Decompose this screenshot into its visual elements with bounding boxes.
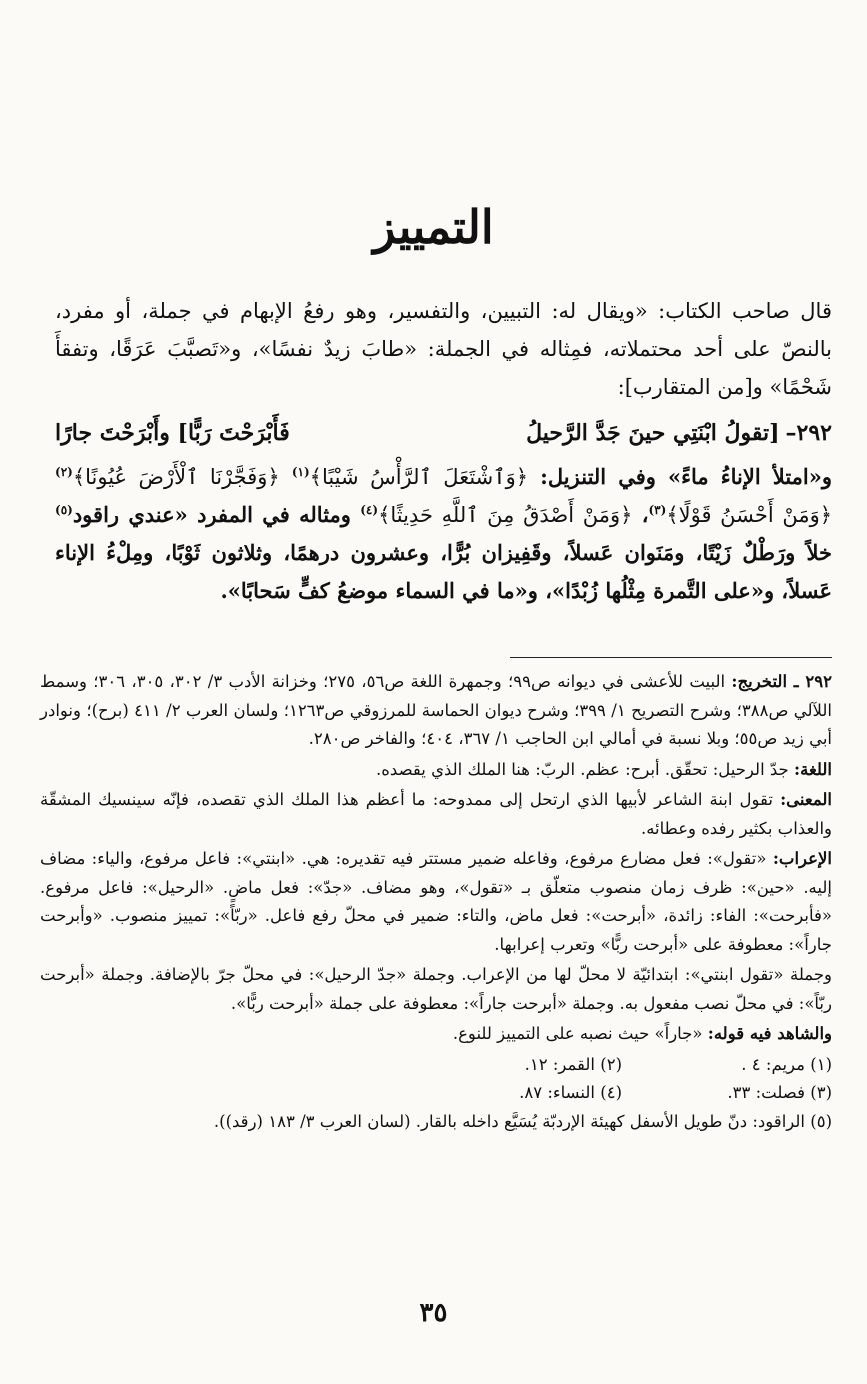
note-lugha: اللغة: جدّ الرحيل: تحقّق. أبرح: عظم. الربّ: هنا الملك الذي يقصده.	[376, 759, 832, 779]
footnote-ref: (٤)	[360, 503, 379, 517]
footnote-ref: (٥)	[55, 503, 73, 517]
page-number: ٣٥	[419, 1298, 448, 1328]
quran-quote: ﴿وَمَنْ أَصْدَقُ مِنَ ٱللَّهِ حَدِيثًا﴾	[378, 503, 633, 527]
note-mana: المعنى: تقول ابنة الشاعر لأبيها الذي ارتحل إلى ممدوحه: ما أعظم هذا الملك الذي تقصده، فإنّه سينسيك المشقّة والعذاب بكثير رفده وعطائه.	[40, 790, 832, 838]
intro-paragraph: قال صاحب الكتاب: «ويقال له: التبيين، والتفسير، وهو رفعُ الإبهام في جملة، أو مفرد، بالنصّ على أحد محتملاته، فمِثاله في الجملة: «طابَ زيدٌ نفسًا»، و«تَصبَّبَ عَرَقًا، وتفقأَ شَحْمًا» و[من المتقارب]:	[55, 299, 832, 399]
footnote-ref: (١)	[291, 465, 310, 479]
quran-quote: ﴿وَمَنْ أَحْسَنُ قَوْلًا﴾	[666, 503, 833, 527]
footnote-2: (٢) القمر: ١٢.	[524, 1054, 622, 1074]
note-jumal: وجملة «تقول ابنتي»: ابتدائيّة لا محلّ لها من الإعراب. وجملة «جدّ الرحيل»: في محلّ جرّ بالإضافة. وجملة «أبرحت ربّاً»: في محلّ نصب مفعول به. وجملة «أبرحت جاراً»: معطوفة على جملة «أبرحت ربًّا».	[40, 965, 832, 1013]
note-takhrij: ٢٩٢ ـ التخريج: البيت للأعشى في ديوانه ص٩٩؛ وجمهرة اللغة ص٥٦، ٢٧٥؛ وخزانة الأدب ٣/ ٣٠٢، ٣٠٥، ٣٠٦؛ وسمط اللآلي ص٣٨٨؛ وشرح التصريح ١/ ٣٩٩؛ وشرح ديوان الحماسة للمرزوقي ص١٢٦٣؛ ولسان العرب ٢/ ٤١١ (برح)؛ ونوادر أبي زيد ص٥٥؛ وبلا نسبة في أمالي ابن الحاجب ١/ ٣٦٧، ٤٠٤؛ والفاخر ص٢٨٠.	[40, 672, 832, 748]
verse-second-half: فَأَبْرَحْتَ رَبًّا] وأَبْرَحْتَ جارًا	[55, 420, 290, 446]
verse-number: ٢٩٢–	[785, 420, 832, 446]
poem-verse	[55, 414, 832, 452]
note-irab: الإعراب: «تقول»: فعل مضارع مرفوع، وفاعله ضمير مستتر فيه تقديره: هي. «ابنتي»: فاعل مرفوع، والياء: مضاف إليه. «حين»: ظرف زمان منصوب متعلّق بـ «تقول»، وهو مضاف. «جدّ»: فعل ماضٍ. «الرحيل»: فاعل مرفوع. «فأبرحت»: الفاء: زائدة، «أبرحت»: فعل ماض، والتاء: ضمير في محلّ رفع فاعل. «ربّاً»: تمييز منصوب. «وأبرحت جاراً»: معطوفة على «أبرحت ربًّا» وتعرب إعرابها.	[40, 849, 832, 954]
footnote-row	[40, 1051, 832, 1080]
footnote-separator	[510, 657, 832, 658]
verse-first-half: ٢٩٢–[تقولُ ابْنَتِي حينَ جَدَّ الرَّحيلُ	[526, 420, 832, 446]
quran-quote: ﴿وَٱشْتَعَلَ ٱلرَّأْسُ شَيْبًا﴾	[309, 465, 529, 489]
footnote-row	[40, 1079, 832, 1108]
chapter-title: التمييز	[373, 200, 494, 254]
footnote-ref: (٣)	[648, 503, 667, 517]
footnote-ref: (٢)	[55, 465, 73, 479]
note-shahid: والشاهد فيه قوله: «جاراً» حيث نصبه على التمييز للنوع.	[452, 1024, 832, 1043]
footnote-4: (٤) النساء: ٨٧.	[519, 1083, 622, 1102]
examples-paragraph: و«امتلأ الإناءُ ماءً» وفي التنزيل: ﴿وَٱشْتَعَلَ ٱلرَّأْسُ شَيْبًا﴾$^{(١)}$ ﴿وَفَجَّرْنَا ٱلْأَرْضَ عُيُونًا﴾$^{(٢)}$ ﴿وَمَنْ أَحْسَنُ قَوْلًا﴾$^{(٣)}$، ﴿وَمَنْ أَصْدَقُ مِنَ ٱللَّهِ حَدِيثًا﴾$^{(٤)}$ ومثاله في المفرد «عندي راقود$^{(٥)}$ خلاً ورَطْلٌ زَيْتًا، ومَنَوان عَسلاً، وقَفِيزان بُرًّا، وعشرون درهمًا، وثلاثون ثَوْبًا، ومِلْءُ الإناء عَسلاً، و«على التَّمرة مِثْلُها زُبْدًا»، و«ما في السماء موضعُ كفٍّ سَحابًا».	[55, 464, 833, 603]
footnote-1: (١) مريم: ٤ .	[741, 1054, 832, 1074]
main-text	[55, 292, 832, 610]
footnote-5: (٥) الراقود: دنّ طويل الأسفل كهيئة الإردبّة يُسَيَّع داخله بالقار. (لسان العرب ٣/ ١٨٣ (رقد)).	[213, 1111, 832, 1131]
quran-quote: ﴿وَفَجَّرْنَا ٱلْأَرْضَ عُيُونًا﴾	[72, 465, 280, 489]
footnote-3: (٣) فصلت: ٣٣.	[727, 1083, 832, 1102]
footnotes	[40, 668, 832, 1138]
